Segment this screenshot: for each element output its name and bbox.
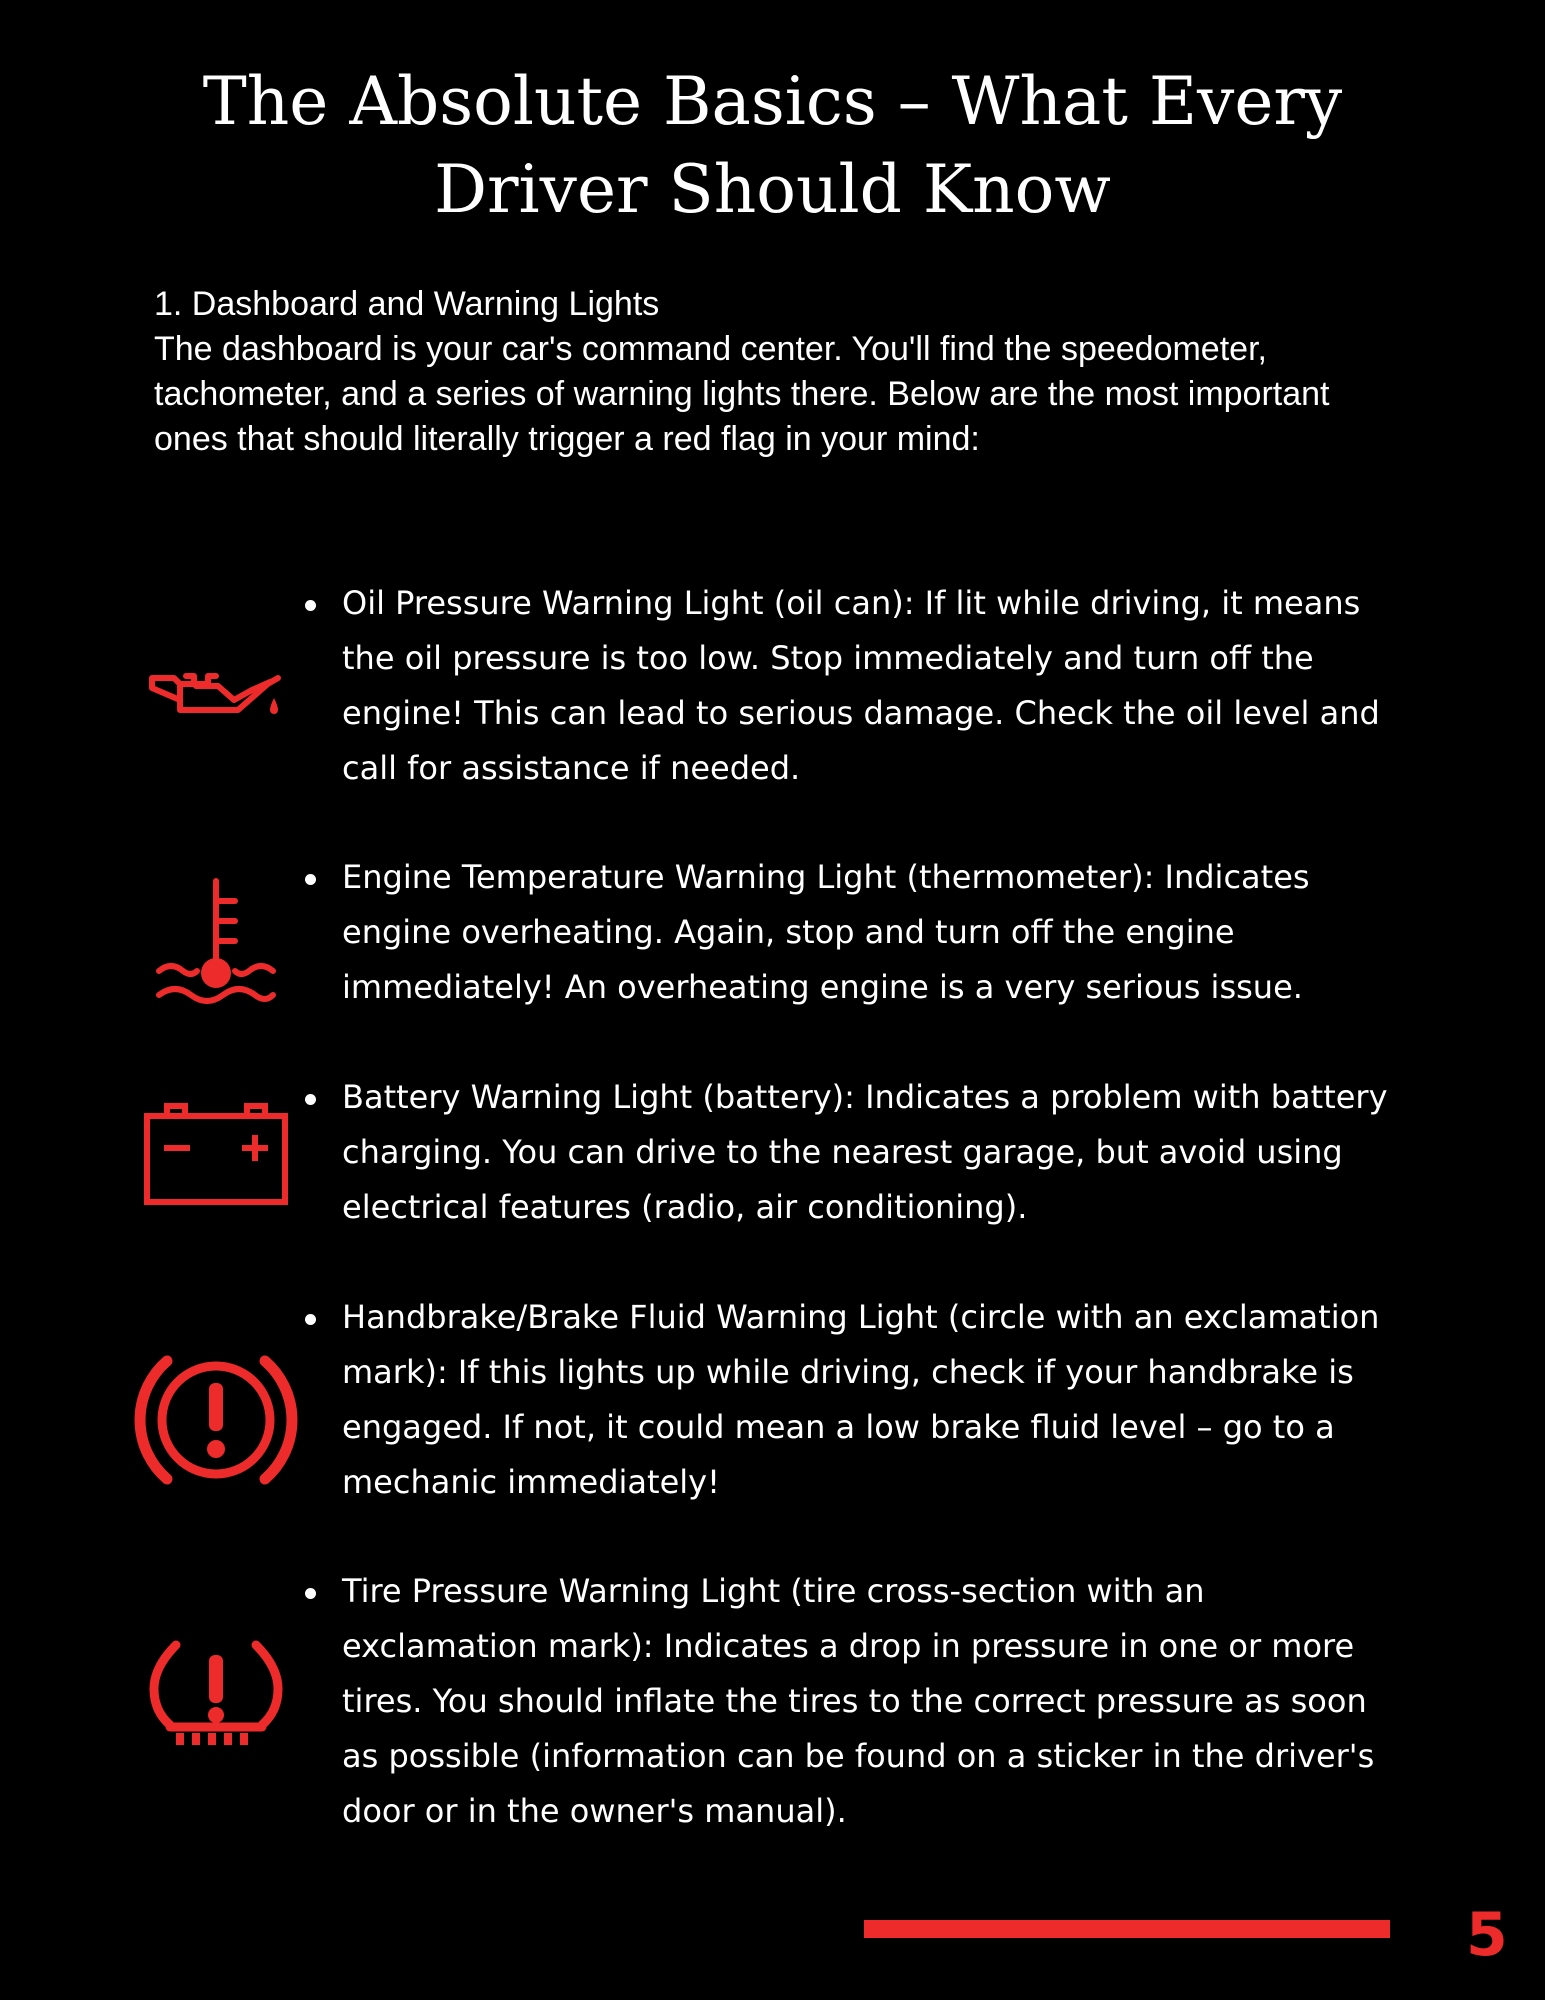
warning-text: Engine Temperature Warning Light (thermometer): Indicates engine overheating. Again, stop and turn off the engine immediately! An overheating engine is a very serious issue.	[342, 858, 1310, 1006]
tire-pressure-icon	[126, 1634, 306, 1759]
oil-can-icon	[126, 636, 306, 751]
intro-paragraph: The dashboard is your car's command center. You'll find the speedometer, tachometer, and a series of warning lights there. Below are the most important ones that should literally trigger a red flag in your mind:	[154, 330, 1330, 458]
warning-text: Oil Pressure Warning Light (oil can): If lit while driving, it means the oil pressure is too low. Stop immediately and turn off the engine! This can lead to serious damage. Check the oil level and call for assistance if needed.	[342, 584, 1380, 787]
bullet-dot	[305, 600, 316, 611]
warning-text: Battery Warning Light (battery): Indicates a problem with battery charging. You can drive to the nearest garage, but avoid using electrical features (radio, air conditioning).	[342, 1078, 1388, 1226]
bullet-dot	[305, 874, 316, 885]
bullet-dot	[305, 1094, 316, 1105]
section-heading: 1. Dashboard and Warning Lights	[154, 285, 660, 323]
warning-text: Tire Pressure Warning Light (tire cross-section with an exclamation mark): Indicates a drop in pressure in one or more tires. You should inflate the tires to the correct pressure as soon as possible (information can be found on a sticker in the driver's door or in the owner's manual).	[342, 1572, 1375, 1830]
warning-text: Handbrake/Brake Fluid Warning Light (circle with an exclamation mark): If this lights up while driving, check if your handbrake is engaged. If not, it could mean a low brake fluid level – go to a mechanic immediately!	[342, 1298, 1380, 1501]
footer-accent-bar	[864, 1920, 1390, 1938]
battery-icon	[126, 1085, 306, 1220]
brake-warning-icon	[126, 1335, 306, 1505]
page-title: The Absolute Basics – What Every Driver Should Know	[202, 63, 1343, 228]
intro-section	[154, 282, 1354, 462]
thermometer-icon	[126, 870, 306, 1015]
bullet-dot	[305, 1314, 316, 1325]
page-number: 5	[1466, 1900, 1508, 1970]
bullet-dot	[305, 1588, 316, 1599]
